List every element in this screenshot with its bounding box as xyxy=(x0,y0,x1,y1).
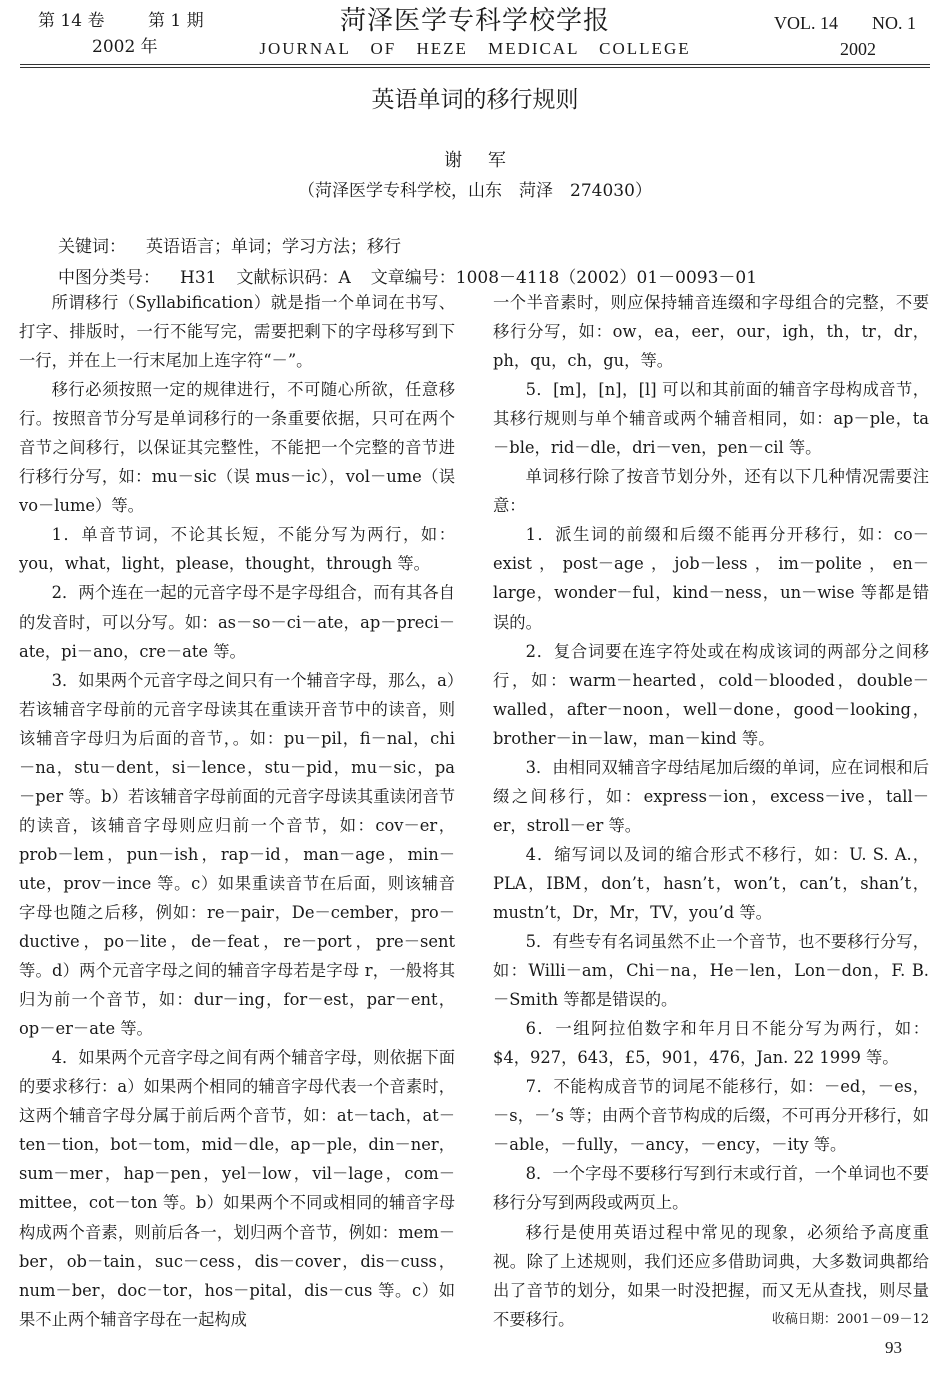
paragraph: 移行必须按照一定的规律进行，不可随心所欲，任意移行。按照音节分写是单词移行的一条重要依据，只可在两个音节之间移行，以保证其完整性，不能把一个完整的音节进行移行分写，如：mu－sic（误 mus－ic），vol－ume（误 vo－lume）等。 xyxy=(19,380,455,516)
article-title: 英语单词的移行规则 xyxy=(371,87,579,113)
paragraph: 3．由相同双辅音字母结尾加后缀的单词，应在词根和后缀之间移行，如：express－ion，excess－ive，tall－er，stroll－er 等。 xyxy=(493,757,929,835)
journal-title-cn: 菏泽医学专科学校学报 xyxy=(339,6,610,36)
paragraph: 所谓移行（Syllabification）就是指一个单词在书写、打字、排版时，一行不能写完，需要把剩下的字母移写到下一行，并在上一行末尾加上连字符“－”。 xyxy=(19,293,455,371)
volume-cn: 第 14 卷 xyxy=(38,11,105,31)
volume-en: VOL. 14 xyxy=(774,13,838,33)
keywords-line xyxy=(58,232,757,263)
issue-en: NO. 1 xyxy=(872,13,916,33)
issue-cn: 第 1 期 xyxy=(148,11,204,31)
journal-title-en: JOURNAL OF HEZE MEDICAL COLLEGE xyxy=(259,39,691,58)
article-number: 文章编号：1008－4118（2002）01－0093－01 xyxy=(370,268,758,288)
received-date: 收稿日期：2001－09－12 xyxy=(771,1311,929,1327)
closing-paragraph xyxy=(493,1218,929,1334)
right-column xyxy=(493,288,929,1334)
paragraph: 1．单音节词，不论其长短，不能分写为两行，如：you，what，light，please，thought，through 等。 xyxy=(19,525,455,574)
doc-code: 文献标识码：A xyxy=(236,268,351,288)
journal-header xyxy=(0,0,950,70)
header-right xyxy=(774,10,916,62)
header-rule xyxy=(20,64,930,65)
paragraph: 5．有些专有名词虽然不止一个音节，也不要移行分写，如：Willi－am，Chi－na，He－len，Lon－don，F. B. －Smith 等都是错误的。 xyxy=(493,932,929,1010)
year-cn: 2002 年 xyxy=(92,37,158,57)
left-column xyxy=(19,288,455,1334)
clc-label: 中图分类号： xyxy=(58,268,160,288)
paragraph-continuation: 一个半音素时，则应保持辅音连缀和字母组合的完整，不要移行分写，如：ow，ea，eer，our，igh，th，tr，dr，ph，qu，ch，gu，等。 xyxy=(493,293,929,371)
paragraph: 8．一个字母不要移行写到行末或行首，一个单词也不要移行分写到两段或两页上。 xyxy=(493,1164,929,1213)
author: 谢 军 xyxy=(444,150,516,171)
year-en: 2002 xyxy=(840,39,876,59)
closing-text: 移行是使用英语过程中常见的现象，必须给予高度重视。除了上述规则，我们还应多借助词典，大多数词典都给出了音节的划分，如果一时没把握，而又无从查找，则尽量不要移行。 xyxy=(493,1222,929,1329)
header-rule-double xyxy=(20,67,930,68)
affiliation: （菏泽医学专科学校，山东 菏泽 274030） xyxy=(298,181,652,201)
paragraph: 4．缩写词以及词的缩合形式不移行，如：U. S. A.，PLA，IBM，don’t，hasn’t，won’t，can’t，shan’t，mustn’t，Dr，Mr，TV，you’d 等。 xyxy=(493,844,929,922)
keywords: 英语语言；单词；学习方法；移行 xyxy=(146,237,401,257)
article-meta xyxy=(58,232,757,294)
paragraph: 5．[m]，[n]，[l] 可以和其前面的辅音字母构成音节，其移行规则与单个辅音或两个辅音相同，如：ap－ple，ta－ble，rid－dle，dri－ven，pen－cil 等。 xyxy=(493,380,929,458)
paragraph: 6．一组阿拉伯数字和年月日不能分写为两行，如：$4，927，643，£5，901，476，Jan. 22 1999 等。 xyxy=(493,1019,929,1068)
paragraph: 1．派生词的前缀和后缀不能再分开移行，如：co－exist，post－age，job－less，im－polite，en－large，wonder－ful，kind－ness，un－wise 等都是错误的。 xyxy=(493,525,929,632)
keywords-label: 关键词： xyxy=(58,237,126,257)
clc-code: H31 xyxy=(180,268,217,288)
paragraph: 单词移行除了按音节划分外，还有以下几种情况需要注意： xyxy=(493,467,929,516)
paragraph: 4．如果两个元音字母之间有两个辅音字母，则依据下面的要求移行：a）如果两个相同的辅音字母代表一个音素时，这两个辅音字母分属于前后两个音节，如：at－tach，at－ten－tion，bot－tom，mid－dle，ap－ple，din－ner，sum－mer，hap－pen，yel－low，vil－lage，com－mittee，cot－ton 等。b）如果两个不同或相同的辅音字母构成两个音素，则前后各一，划归两个音节，例如：mem－ber，ob－tain，suc－cess，dis－cover，dis－cuss，num－ber，doc－tor，hos－pital，dis－cus 等。c）如果不止两个辅音字母在一起构成 xyxy=(19,1048,455,1329)
page-number: 93 xyxy=(885,1338,902,1357)
paragraph: 2．两个连在一起的元音字母不是字母组合，而有其各自的发音时，可以分写。如：as－so－ci－ate，ap－preci－ate，pi－ano，cre－ate 等。 xyxy=(19,583,455,661)
paragraph: 3．如果两个元音字母之间只有一个辅音字母，那么，a）若该辅音字母前的元音字母读其在重读开音节中的读音，则该辅音字母归为后面的音节，。如：pu－pil，fi－nal，chi－na，stu－dent，si－lence，stu－pid，mu－sic，pa－per 等。b）若该辅音字母前面的元音字母读其重读闭音节的读音，该辅音字母则应归前一个音节，如：cov－er，prob－lem，pun－ish，rap－id，man－age，min－ute，prov－ince 等。c）如果重读音节在后面，则该辅音字母也随之后移，例如：re－pair，De－cember，pro－ductive，po－lite，de－feat，re－port，pre－sent 等。d）两个元音字母之间的辅音字母若是字母 r，一般将其归为前一个音节，如：dur－ing，for－est，par－ent，op－er－ate 等。 xyxy=(19,670,455,1039)
paragraph: 7．不能构成音节的词尾不能移行，如：－ed，－es，－s，－’s 等；由两个音节构成的后缀，不可再分开移行，如 －able，－fully，－ancy，－ency，－ity 等。 xyxy=(493,1077,929,1155)
paragraph: 2．复合词要在连字符处或在构成该词的两部分之间移行，如：warm－hearted，cold－blooded，double－walled，after－noon，well－done，good－looking，brother－in－law，man－kind 等。 xyxy=(493,641,929,748)
